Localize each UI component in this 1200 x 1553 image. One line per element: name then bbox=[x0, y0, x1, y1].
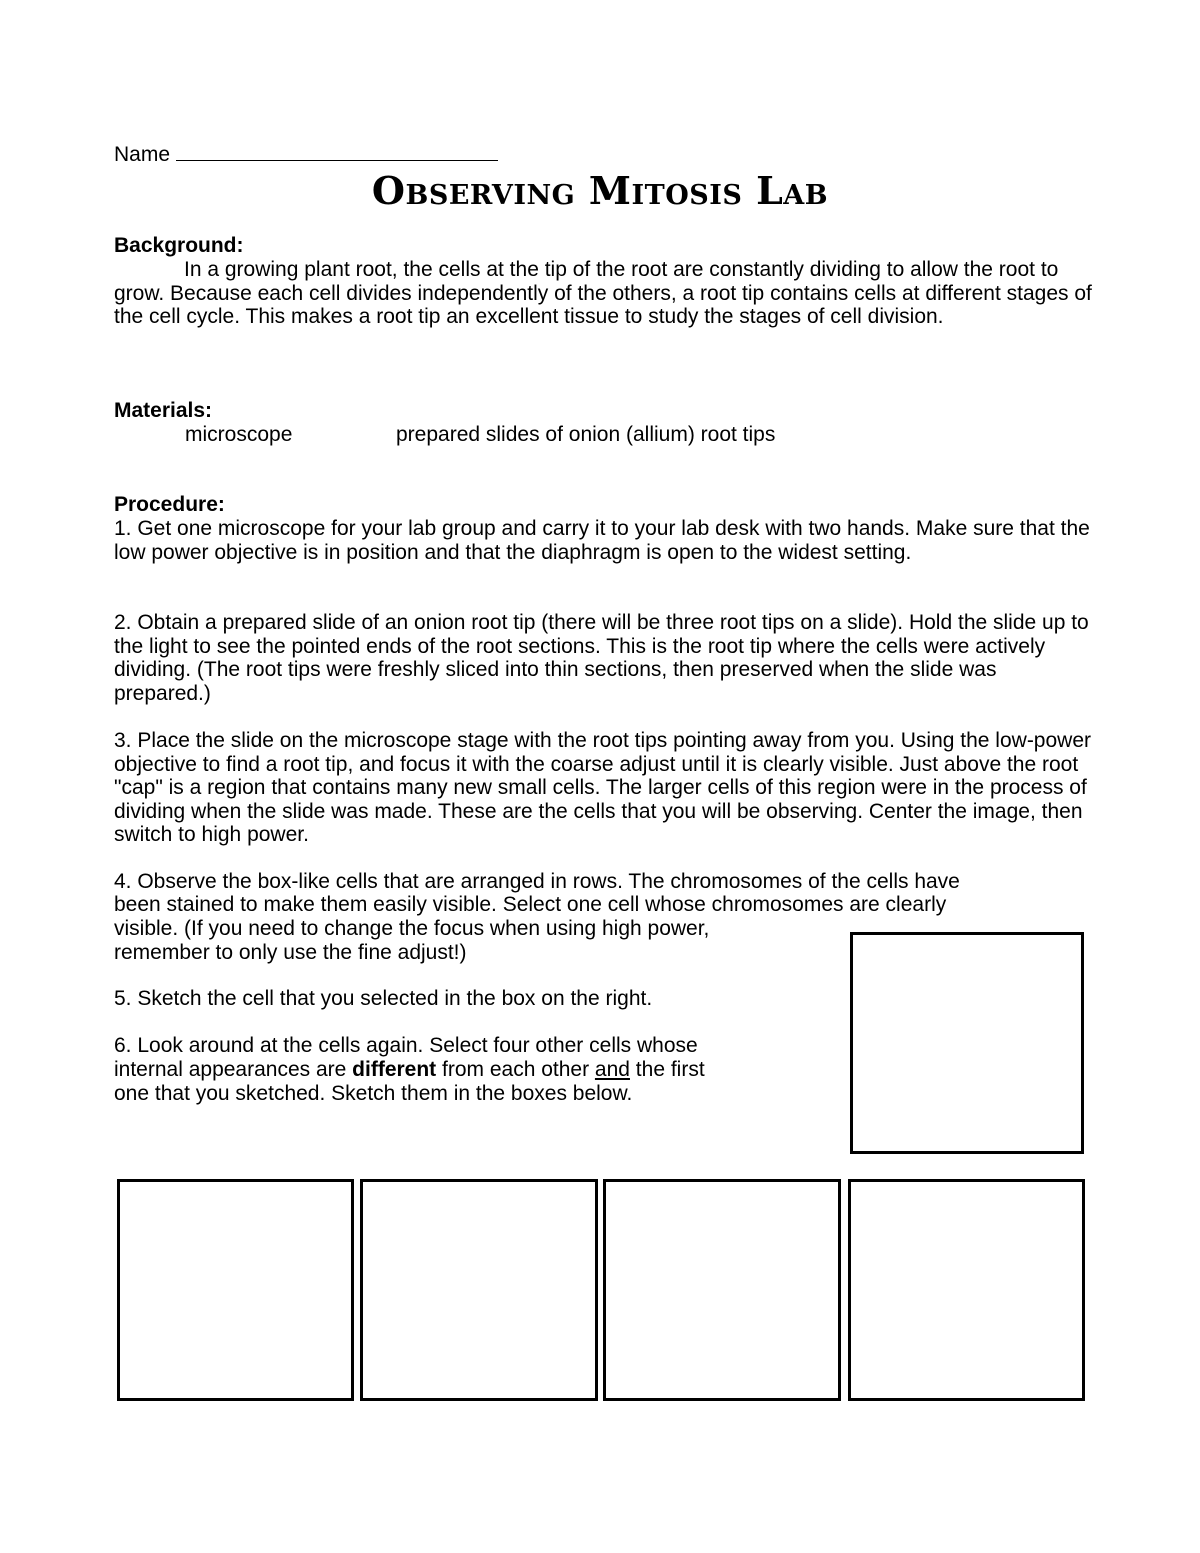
step-6-underline-and: and bbox=[594, 1058, 630, 1081]
name-label: Name bbox=[114, 143, 171, 166]
materials-item-microscope: microscope bbox=[185, 423, 293, 446]
procedure-step-6-line-3: one that you sketched. Sketch them in the boxes below. bbox=[114, 1082, 633, 1105]
procedure-step-3: 3. Place the slide on the microscope stage with the root tips pointing away from you. Using the low-power objective to find a root tip, and focus it with the coarse adjust until it is clearly visible. Just above the root "cap" is a region that contains many new small cells. The larger cells of this region were in the process of dividing when the slide was made. These are the cells that you will be observing. Center the image, then switch to high power. bbox=[114, 729, 1092, 846]
procedure-step-2: 2. Obtain a prepared slide of an onion root tip (there will be three root tips on a slide). Hold the slide up to the light to see the pointed ends of the root sections. This is the root tip where the cells were actively dividing. (The root tips were freshly sliced into thin sections, then preserved when the slide was prepared.) bbox=[114, 611, 1089, 705]
procedure-step-4-line-4: remember to only use the fine adjust!) bbox=[114, 941, 467, 964]
procedure-step-4-line-3: visible. (If you need to change the focus when using high power, bbox=[114, 917, 710, 940]
name-field bbox=[114, 142, 498, 167]
procedure-step-1: 1. Get one microscope for your lab group and carry it to your lab desk with two hands. Make sure that the low power objective is in position and that the diaphragm is open to the widest setting. bbox=[114, 517, 1090, 564]
sketch-box-2[interactable] bbox=[360, 1179, 598, 1401]
procedure-step-4-line-2: been stained to make them easily visible. Select one cell whose chromosomes are clearly bbox=[114, 893, 947, 916]
procedure-step-4-line-1: 4. Observe the box-like cells that are arranged in rows. The chromosomes of the cells have bbox=[114, 870, 960, 893]
name-blank-line[interactable] bbox=[176, 142, 498, 161]
background-text: In a growing plant root, the cells at the tip of the root are constantly dividing to allow the root to grow. Because each cell divides independently of the others, a root tip contains cells at different stages of the cell cycle. This makes a root tip an excellent tissue to study the stages of cell division. bbox=[114, 258, 1092, 328]
procedure-heading: Procedure: bbox=[114, 493, 225, 516]
step-6-text-a: internal appearances are bbox=[114, 1058, 353, 1081]
step-6-text-c: the first bbox=[629, 1058, 705, 1081]
page-title: Observing Mitosis Lab bbox=[371, 168, 829, 213]
step-6-bold-different: different bbox=[352, 1058, 437, 1081]
materials-item-slides: prepared slides of onion (allium) root tips bbox=[396, 423, 776, 446]
sketch-box-3[interactable] bbox=[603, 1179, 841, 1401]
background-heading: Background: bbox=[114, 234, 244, 257]
sketch-box-first-cell[interactable] bbox=[850, 932, 1084, 1154]
step-6-text-b: from each other bbox=[436, 1058, 595, 1081]
materials-heading: Materials: bbox=[114, 399, 213, 422]
procedure-step-5: 5. Sketch the cell that you selected in the box on the right. bbox=[114, 987, 653, 1010]
sketch-box-4[interactable] bbox=[848, 1179, 1085, 1401]
procedure-step-6-line-2 bbox=[114, 1058, 705, 1082]
procedure-step-6-line-1: 6. Look around at the cells again. Select four other cells whose bbox=[114, 1034, 698, 1057]
sketch-box-1[interactable] bbox=[117, 1179, 354, 1401]
